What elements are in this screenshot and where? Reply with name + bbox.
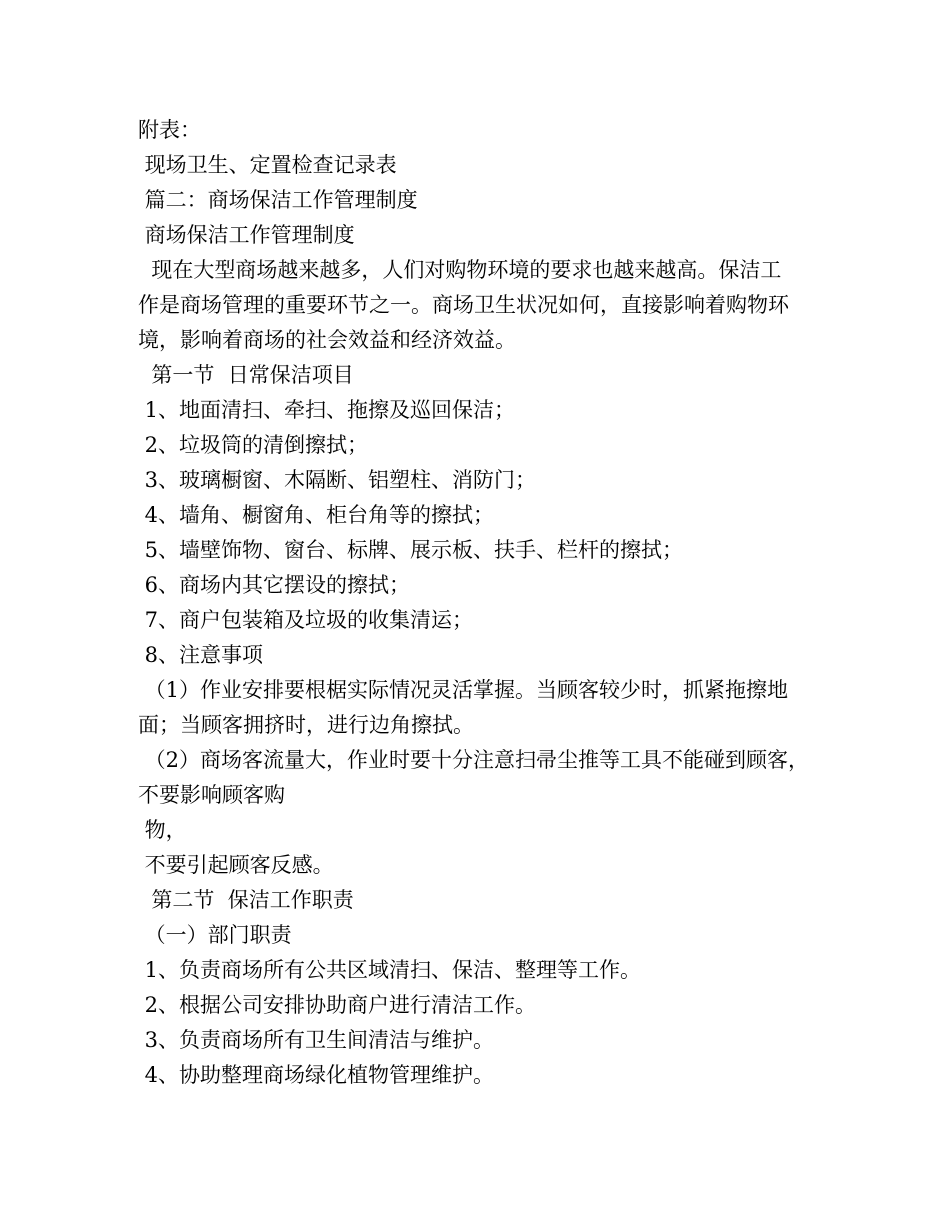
line-document-title: 商场保洁工作管理制度 — [138, 223, 355, 247]
line-dept-duties-heading: （一）部门职责 — [138, 923, 292, 947]
line-section-two-heading: 第二节 保洁工作职责 — [138, 888, 354, 912]
line-record-table-title: 现场卫生、定置检查记录表 — [138, 153, 397, 177]
line-part-two-heading: 篇二：商场保洁工作管理制度 — [138, 188, 418, 212]
line-item-7: 7、商户包装箱及垃圾的收集清运； — [138, 608, 474, 632]
line-item-6: 6、商场内其它摆设的擦拭； — [138, 573, 411, 597]
line-duty-2: 2、根据公司安排协助商户进行清洁工作。 — [138, 993, 537, 1017]
line-duty-4: 4、协助整理商场绿化植物管理维护。 — [138, 1063, 495, 1087]
line-duty-1: 1、负责商场所有公共区域清扫、保洁、整理等工作。 — [138, 958, 642, 982]
line-note-1a: （1）作业安排要根椐实际情况灵活掌握。当顾客较少时，抓紧拖擦地 — [138, 678, 789, 702]
line-note-1b: 面；当顾客拥挤时，进行边角擦拭。 — [138, 713, 474, 737]
document-body — [138, 113, 838, 1093]
line-intro-2: 作是商场管理的重要环节之一。商场卫生状况如何，直接影响着购物环 — [138, 293, 789, 317]
line-item-4: 4、墙角、橱窗角、柜台角等的擦拭； — [138, 503, 495, 527]
line-item-8: 8、注意事项 — [138, 643, 264, 667]
line-item-5: 5、墙壁饰物、窗台、标牌、展示板、扶手、栏杆的擦拭； — [138, 538, 684, 562]
line-note-2a: （2）商场客流量大，作业时要十分注意扫帚尘推等工具不能碰到顾客， — [138, 748, 810, 772]
line-note-2c: 物， — [138, 818, 187, 842]
line-attachment-label: 附表： — [138, 118, 201, 142]
line-item-2: 2、垃圾筒的清倒擦拭； — [138, 433, 369, 457]
line-intro-3: 境，影响着商场的社会效益和经济效益。 — [138, 328, 516, 352]
line-note-2d: 不要引起顾客反感。 — [138, 853, 334, 877]
line-intro-1: 现在大型商场越来越多，人们对购物环境的要求也越来越高。保洁工 — [138, 258, 782, 282]
line-item-1: 1、地面清扫、牵扫、拖擦及巡回保洁； — [138, 398, 516, 422]
line-duty-3: 3、负责商场所有卫生间清洁与维护。 — [138, 1028, 495, 1052]
line-section-one-heading: 第一节 日常保洁项目 — [138, 363, 354, 387]
line-note-2b: 不要影响顾客购 — [138, 783, 285, 807]
line-item-3: 3、玻璃橱窗、木隔断、铝塑柱、消防门； — [138, 468, 537, 492]
